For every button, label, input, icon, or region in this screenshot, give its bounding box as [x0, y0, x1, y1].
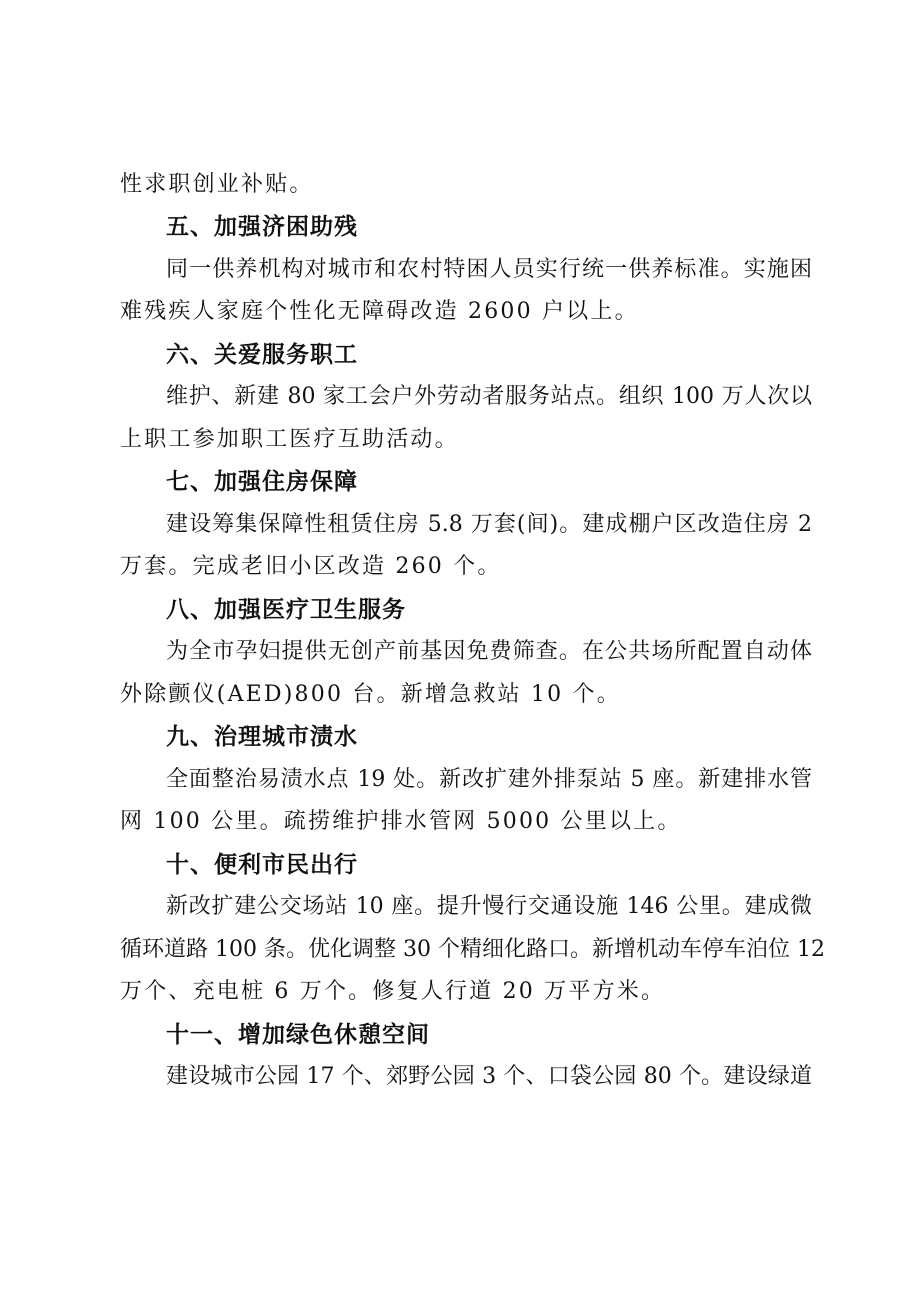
paragraph-line: 上职工参加职工医疗互助活动。: [120, 427, 459, 452]
section-heading: 五、加强济困助残: [166, 214, 358, 240]
paragraph-line: 万套。完成老旧小区改造 260 个。: [120, 554, 502, 579]
paragraph-line: 为全市孕妇提供无创产前基因免费筛查。在公共场所配置自动体: [166, 639, 812, 664]
paragraph-line: 循环道路 100 条。优化调整 30 个精细化路口。新增机动车停车泊位 12: [120, 937, 825, 962]
paragraph-line: 全面整治易渍水点 19 处。新改扩建外排泵站 5 座。新建排水管: [166, 767, 812, 792]
paragraph-line: 网 100 公里。疏捞维护排水管网 5000 公里以上。: [120, 809, 682, 834]
paragraph-line: 同一供养机构对城市和农村特困人员实行统一供养标准。实施困: [166, 257, 812, 282]
section-heading: 七、加强住房保障: [166, 469, 358, 495]
section-heading: 十一、增加绿色休憩空间: [166, 1022, 430, 1048]
paragraph-line: 建设城市公园 17 个、郊野公园 3 个、口袋公园 80 个。建设绿道: [166, 1064, 812, 1089]
section-heading: 十、便利市民出行: [166, 852, 358, 878]
paragraph-line: 万个、充电桩 6 万个。修复人行道 20 万平方米。: [120, 979, 666, 1004]
paragraph-line: 新改扩建公交场站 10 座。提升慢行交通设施 146 公里。建成微: [166, 894, 812, 919]
paragraph-line: 外除颤仪(AED)800 台。新增急救站 10 个。: [120, 682, 621, 707]
section-heading: 六、关爱服务职工: [166, 342, 358, 368]
paragraph-line: 维护、新建 80 家工会户外劳动者服务站点。组织 100 万人次以: [166, 384, 812, 409]
paragraph-line: 性求职创业补贴。: [120, 172, 314, 197]
section-heading: 八、加强医疗卫生服务: [166, 597, 406, 623]
section-heading: 九、治理城市渍水: [166, 724, 358, 750]
paragraph-line: 建设筹集保障性租赁住房 5.8 万套(间)。建成棚户区改造住房 2: [166, 512, 812, 537]
paragraph-line: 难残疾人家庭个性化无障碍改造 2600 户以上。: [120, 299, 639, 324]
